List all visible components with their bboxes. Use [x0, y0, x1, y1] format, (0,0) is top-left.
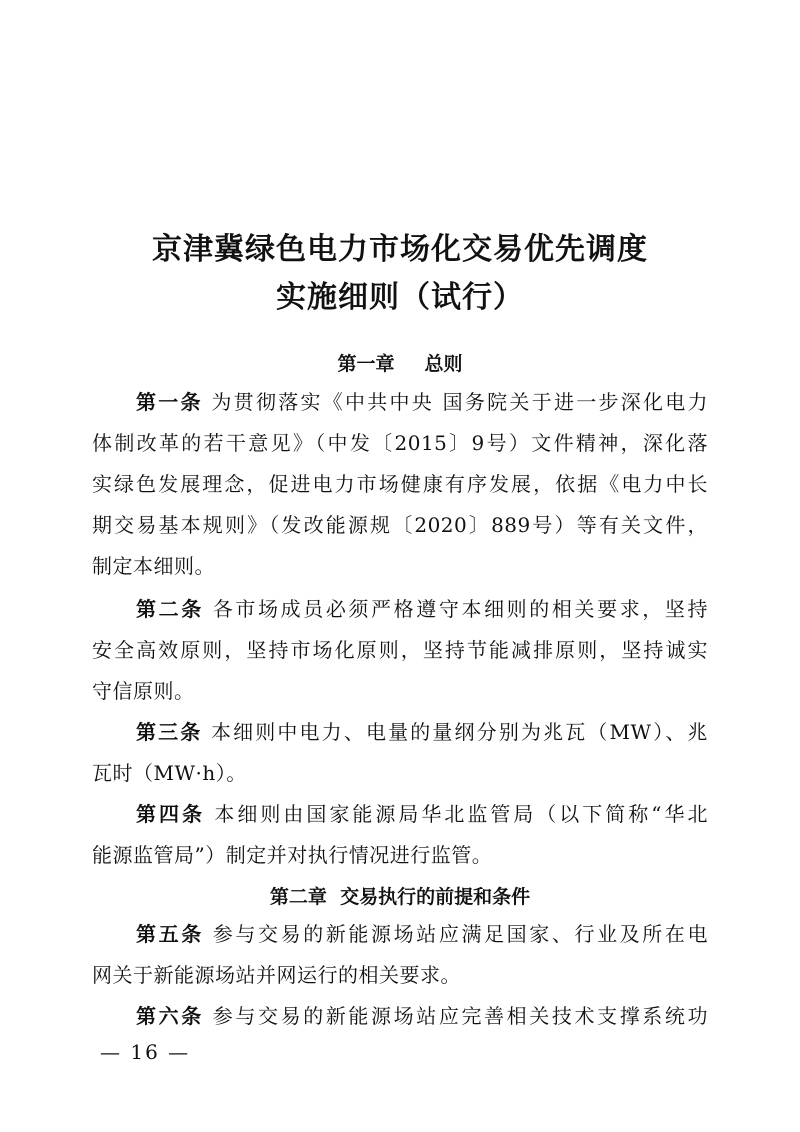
article-3-line-2: 瓦时（MW·h）。 [92, 761, 247, 785]
article-5-line-2: 网关于新能源场站并网运行的相关要求。 [92, 963, 461, 987]
article-5-text-1: 参与交易的新能源场站应满足国家、行业及所在电 [212, 922, 708, 946]
article-1-line-1 [136, 390, 708, 414]
article-2-line-3: 守信原则。 [92, 679, 195, 703]
article-1-label: 第一条 [136, 390, 203, 414]
chapter-2-heading [0, 882, 800, 909]
article-6-label: 第六条 [136, 1004, 204, 1028]
article-2-label: 第二条 [136, 597, 204, 621]
article-1-line-4: 期交易基本规则》（发改能源规〔2020〕889号）等有关文件， [92, 513, 708, 537]
article-1-line-2: 体制改革的若干意见》（中发〔2015〕9号）文件精神，深化落 [92, 431, 708, 455]
article-5-label: 第五条 [136, 922, 204, 946]
document-title-line2: 实施细则（试行） [276, 280, 524, 315]
article-3-text-1: 本细则中电力、电量的量纲分别为兆瓦（MW）、兆 [210, 720, 708, 744]
article-1-line-3: 实绿色发展理念，促进电力市场健康有序发展，依据《电力中长 [92, 472, 708, 496]
document-title-line1: 京津冀绿色电力市场化交易优先调度 [152, 232, 648, 267]
article-1-text-1: 为贯彻落实《中共中央 国务院关于进一步深化电力 [211, 390, 708, 414]
chapter-1-name: 总则 [424, 353, 463, 375]
page-number: — 16 — [100, 1040, 191, 1064]
article-6-line-1 [136, 1004, 708, 1028]
chapter-1-heading [0, 349, 800, 376]
article-4-line-1 [136, 802, 708, 826]
article-4-label: 第四条 [136, 802, 205, 826]
article-3-label: 第三条 [136, 720, 203, 744]
article-2-text-1: 各市场成员必须严格遵守本细则的相关要求，坚持 [212, 597, 708, 621]
article-4-line-2: 能源监管局”）制定并对执行情况进行监管。 [92, 843, 493, 867]
chapter-1-number: 第一章 [337, 353, 395, 375]
chapter-2-number: 第二章 [269, 886, 327, 908]
article-1-line-5: 制定本细则。 [92, 554, 215, 578]
article-3-line-1 [136, 720, 708, 744]
article-2-line-1 [136, 597, 708, 621]
chapter-2-name: 交易执行的前提和条件 [340, 886, 531, 908]
article-6-text-1: 参与交易的新能源场站应完善相关技术支撑系统功 [212, 1004, 708, 1028]
article-4-text-1: 本细则由国家能源局华北监管局（以下简称“华北 [214, 802, 708, 826]
article-2-line-2: 安全高效原则，坚持市场化原则，坚持节能减排原则，坚持诚实 [92, 638, 708, 662]
article-5-line-1 [136, 922, 708, 946]
